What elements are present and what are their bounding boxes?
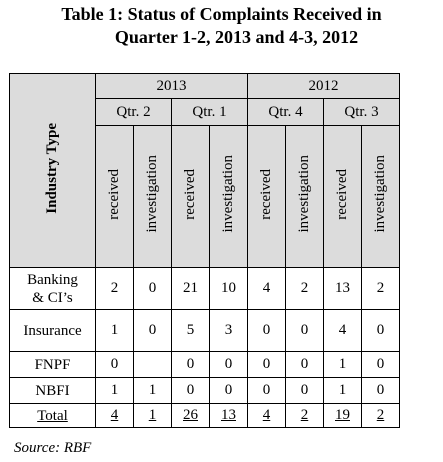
total-label: Total [10, 404, 96, 428]
row-label: Insurance [10, 310, 96, 352]
table-cell [134, 352, 172, 378]
quarter-header: Qtr. 2 [96, 99, 172, 126]
table-cell: 0 [134, 310, 172, 352]
table-title [0, 3, 443, 49]
total-row [10, 404, 400, 428]
industry-type-header [10, 74, 96, 268]
table-cell: 0 [248, 352, 286, 378]
table-cell: 2 [286, 268, 324, 310]
column-header-label: received [182, 168, 198, 220]
column-header [248, 126, 286, 268]
quarter-header: Qtr. 3 [324, 99, 400, 126]
row-label: FNPF [10, 352, 96, 378]
table-cell: 0 [362, 378, 400, 404]
table-cell: 1 [134, 378, 172, 404]
table-cell: 2 [362, 268, 400, 310]
quarter-header: Qtr. 1 [172, 99, 248, 126]
table-cell: 0 [210, 352, 248, 378]
column-header-label: investigation [220, 155, 236, 233]
table-row [10, 352, 400, 378]
table-cell: 0 [362, 310, 400, 352]
total-cell: 13 [210, 404, 248, 428]
table-cell: 0 [248, 310, 286, 352]
column-header [172, 126, 210, 268]
year-2012-header: 2012 [248, 74, 400, 99]
table-cell: 0 [286, 378, 324, 404]
total-cell: 2 [286, 404, 324, 428]
total-cell: 26 [172, 404, 210, 428]
table-row [10, 268, 400, 310]
row-label: NBFI [10, 378, 96, 404]
table-row [10, 378, 400, 404]
quarter-header: Qtr. 4 [248, 99, 324, 126]
row-label-line-1: Banking [27, 271, 78, 288]
table-cell: 0 [172, 352, 210, 378]
table-cell: 1 [324, 378, 362, 404]
table-cell: 10 [210, 268, 248, 310]
table-cell: 21 [172, 268, 210, 310]
column-header [96, 126, 134, 268]
table-cell: 0 [248, 378, 286, 404]
table-cell: 3 [210, 310, 248, 352]
table-cell: 4 [248, 268, 286, 310]
table-cell: 1 [324, 352, 362, 378]
table-cell: 1 [96, 310, 134, 352]
table-cell: 0 [172, 378, 210, 404]
total-cell: 2 [362, 404, 400, 428]
column-header-label: investigation [372, 155, 388, 233]
column-header [286, 126, 324, 268]
column-header-label: received [334, 168, 350, 220]
table-cell: 2 [96, 268, 134, 310]
table-cell: 0 [210, 378, 248, 404]
year-header-row [10, 74, 400, 99]
table-cell: 13 [324, 268, 362, 310]
row-label [10, 268, 96, 310]
table-cell: 5 [172, 310, 210, 352]
complaints-table [9, 73, 400, 428]
table-cell: 0 [286, 310, 324, 352]
table-cell: 0 [134, 268, 172, 310]
total-cell: 4 [248, 404, 286, 428]
total-cell: 19 [324, 404, 362, 428]
table-cell: 4 [324, 310, 362, 352]
column-header-label: investigation [296, 155, 312, 233]
total-cell: 1 [134, 404, 172, 428]
column-header [362, 126, 400, 268]
total-cell: 4 [96, 404, 134, 428]
table-cell: 0 [286, 352, 324, 378]
year-2013-header: 2013 [96, 74, 248, 99]
table-title-line-2: Quarter 1-2, 2013 and 4-3, 2012 [114, 27, 359, 47]
table-title-line-1: Table 1: Status of Complaints Received in [61, 4, 382, 24]
source-note: Source: RBF [14, 440, 92, 456]
column-header [134, 126, 172, 268]
column-header-label: investigation [144, 155, 160, 233]
column-header [210, 126, 248, 268]
table-cell: 0 [362, 352, 400, 378]
table-row [10, 310, 400, 352]
column-header-label: received [106, 168, 122, 220]
column-header-label: received [258, 168, 274, 220]
table-cell: 0 [96, 352, 134, 378]
industry-type-label: Industry Type [44, 122, 60, 214]
column-header [324, 126, 362, 268]
row-label-line-2: & CI’s [32, 289, 73, 306]
table-cell: 1 [96, 378, 134, 404]
